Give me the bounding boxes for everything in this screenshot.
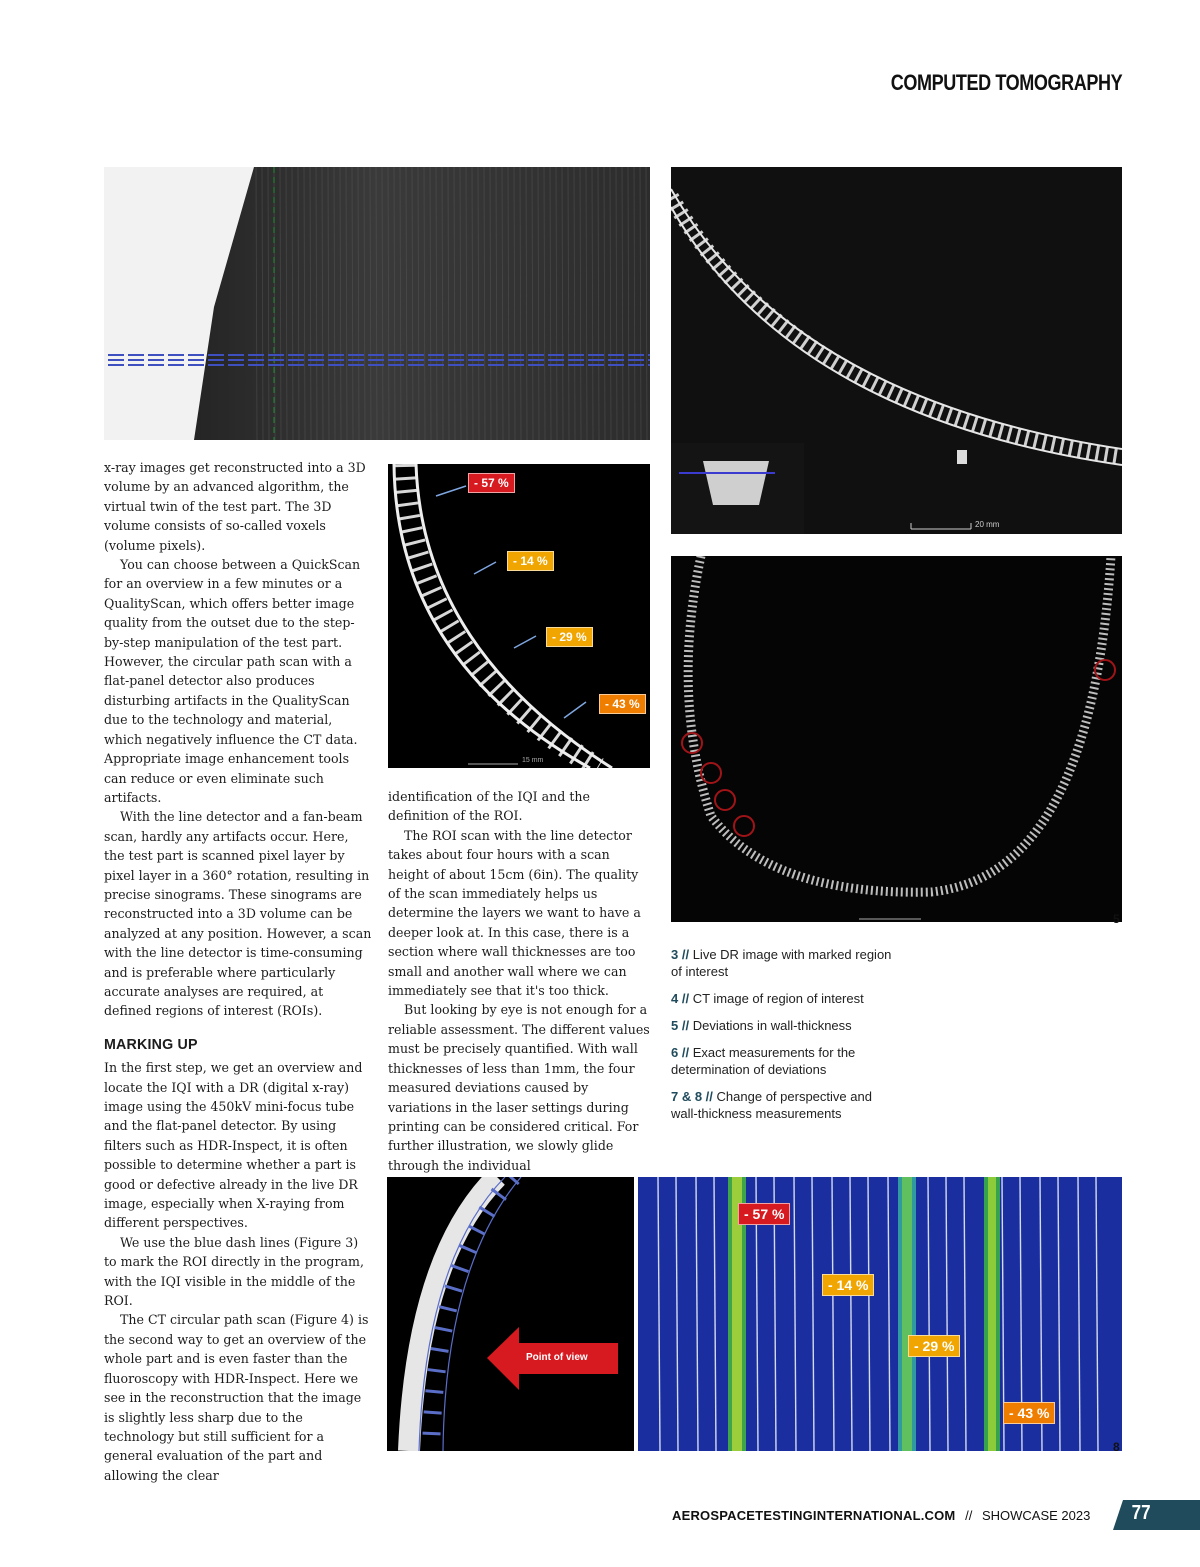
page-number: 77 [1131,1502,1151,1524]
deviation-label: - 29 % [546,627,593,647]
figure-3-image [104,167,650,440]
paragraph: We use the blue dash lines (Figure 3) to mark the ROI directly in the program, with the IQI visible in the middle of the ROI. [104,1234,364,1309]
footer-issue: SHOWCASE 2023 [981,1508,1091,1523]
paragraph: The ROI scan with the line detector takes about four hours with a scan height of about 15cm (6in). The quality of the scan immediately helps us determine the layers we want to have a deeper look at. In this case, there is a section where wall thicknesses are too small and another wall where we can immediately see that it's too thick. [388,827,641,999]
deviation-label: - 43 % [599,694,646,714]
subhead-marking-up: MARKING UP [104,1035,198,1053]
figure-5-image [671,556,1122,922]
paragraph: identification of the IQI and the definition of the ROI. [388,789,590,824]
ct-image-graphic [671,167,1122,534]
paragraph: In the first step, we get an overview and locate the IQI with a DR (digital x-ray) image using the 450kV mini-focus tube and the flat-panel detector. By using filters such as HDR-Inspect, it is often possible to determine whether a part is good or defective already in the live DR image, especially when X-raying from different perspectives. [104,1060,363,1231]
paragraph: You can choose between a QuickScan for an overview in a few minutes or a QualityScan, which offers better image quality from the outset due to the step-by-step manipulation of the test part. However, the circular path scan with a flat-panel detector also produces disturbing artifacts in the QualityScan due to the technology and material, which negatively influence the CT data. Appropriate image enhancement tools can reduce or even eliminate such artifacts. [104,557,361,805]
ring-graphic [671,556,1122,922]
measurement-graphic [388,464,650,768]
figure-7-image [387,1177,634,1451]
paragraph: But looking by eye is not enough for a reliable assessment. The different values must be precisely quantified. With wall thicknesses of less than 1mm, the four measured deviations caused by variations in the laser settings during printing can be considered critical. For further illustration, we slowly glide through the individual [388,1002,650,1173]
deviation-label: - 29 % [908,1335,960,1357]
figure-8-image [638,1177,1122,1451]
caption-3: 3 // Live DR image with marked region of interest [671,947,892,979]
footer-separator: // [965,1508,973,1523]
deviation-label: - 43 % [1003,1402,1055,1424]
deviation-label: - 57 % [738,1203,790,1225]
figure-4-scale: 20 mm [975,520,1000,529]
paragraph: With the line detector and a fan-beam scan, hardly any artifacts occur. Here, the test part is scanned pixel layer by pixel layer in a 360° rotation, resulting in precise sinograms. These sinograms are reconstructed into a 3D volume can be analyzed at any position. However, a scan with the line detector is time-consuming and is preferable where particularly accurate analyses are required, at defined regions of interest (ROIs). [104,809,372,1019]
deviation-label: - 57 % [468,473,515,493]
paragraph: x-ray images get reconstructed into a 3D volume by an advanced algorithm, the virtual twin of the test part. The 3D volume consists of so-called voxels (volume pixels). [104,460,366,553]
deviation-label: - 14 % [507,551,554,571]
caption-7-8: 7 & 8 // Change of perspective and wall-thickness measurements [671,1089,872,1121]
footer-site: AEROSPACETESTINGINTERNATIONAL.COM [672,1508,956,1523]
paragraph: The CT circular path scan (Figure 4) is the second way to get an overview of the whole part and is even faster than the fluoroscopy with HDR-Inspect. Here we see in the reconstruction that the image is slightly less sharp due to the technology but still sufficient for a general evaluation of the part and allowing the clear [104,1312,369,1483]
figure-8-number: 8 [1113,1440,1120,1454]
figure-5-number: 5 [1113,912,1120,926]
caption-6: 6 // Exact measurements for the determination of deviations [671,1045,856,1077]
page-number-box [1113,1500,1200,1530]
footer [672,1508,1090,1523]
caption-5: 5 // Deviations in wall-thickness [671,1018,852,1033]
section-title: COMPUTED TOMOGRAPHY [890,70,1122,95]
figure-4-image [671,167,1122,534]
column-2 [388,787,650,1175]
figure-captions [671,946,901,1132]
deviation-label: - 14 % [822,1274,874,1296]
point-of-view-label: Point of view [526,1352,588,1363]
figure-6-scale: 15 mm [522,757,544,764]
caption-4: 4 // CT image of region of interest [671,991,864,1006]
dr-image-graphic [104,167,650,440]
perspective-graphic [387,1177,634,1451]
figure-6-image [388,464,650,768]
column-1 [104,458,372,1485]
